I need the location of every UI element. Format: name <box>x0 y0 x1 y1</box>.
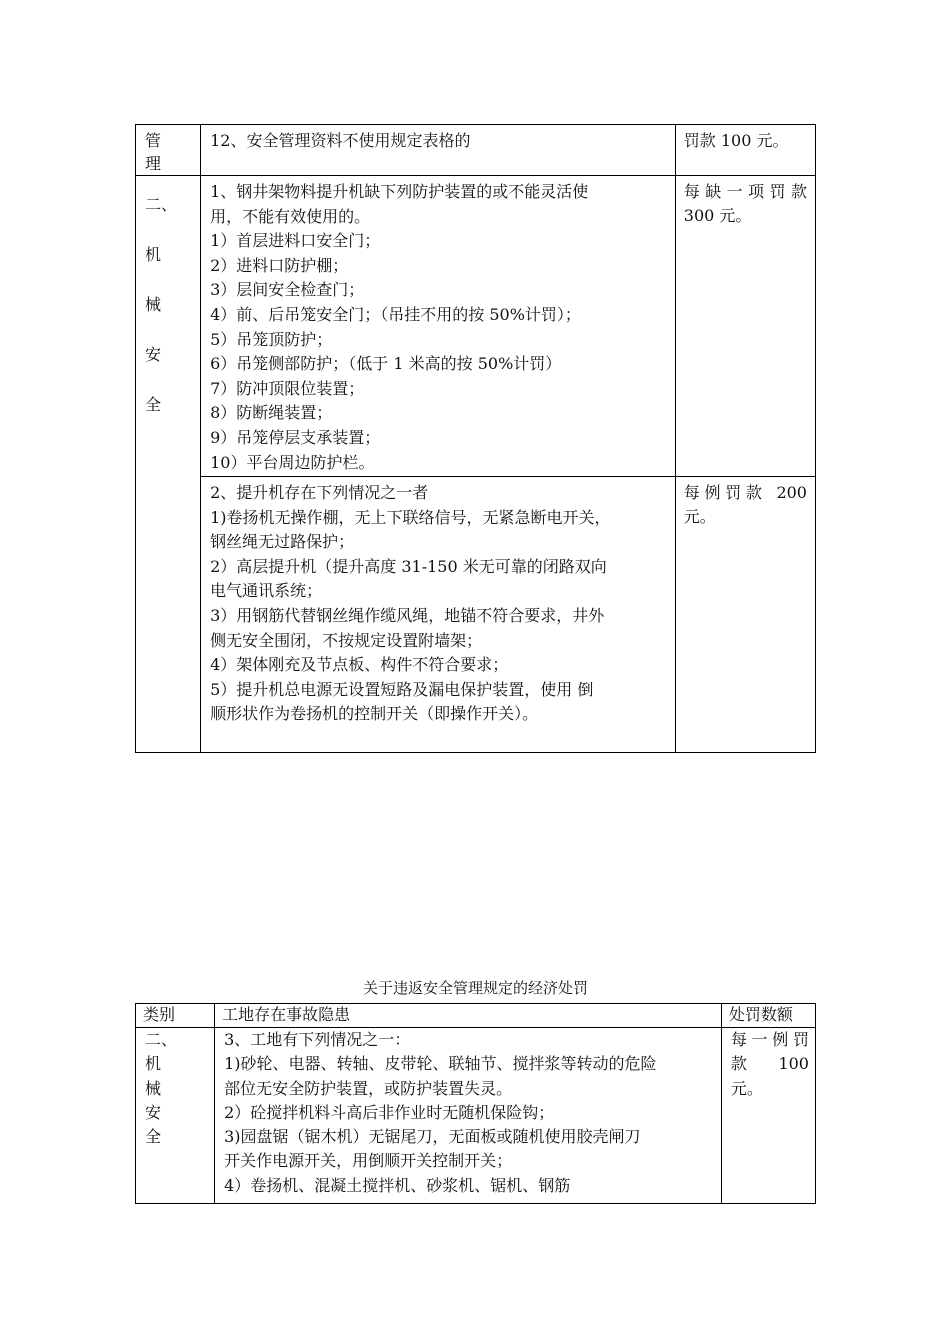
category-char: 安 <box>145 1102 162 1122</box>
penalty-table-2 <box>135 1003 816 1204</box>
hazard-line: 3)园盘锯（锯木机）无锯尾刀，无面板或随机使用胶壳闸刀 <box>224 1127 641 1147</box>
hazard-line: 3）层间安全检查门； <box>210 280 365 300</box>
header-hazard: 工地存在事故隐患 <box>215 1004 722 1028</box>
penalty-text: 每缺一项罚款 300 元。 <box>683 182 807 225</box>
category-char: 管 <box>145 131 162 150</box>
table-row <box>136 176 816 477</box>
hazard-line: 1)卷扬机无操作棚，无上下联络信号，无紧急断电开关， <box>210 507 611 527</box>
hazard-line: 4）架体刚充及节点板、构件不符合要求； <box>210 655 509 675</box>
header-penalty: 处罚数额 <box>721 1004 815 1028</box>
penalty-cell <box>675 477 815 753</box>
table-row <box>136 1028 816 1204</box>
category-char: 二、 <box>145 195 178 214</box>
category-char: 安 <box>145 345 162 364</box>
hazard-line: 顺形状作为卷扬机的控制开关（即操作开关）。 <box>210 704 539 724</box>
hazard-line: 5）吊笼顶防护； <box>210 329 333 349</box>
penalty-text: 每例罚款 200 元。 <box>683 483 807 526</box>
category-char: 全 <box>145 1127 162 1147</box>
hazard-cell <box>215 1028 722 1204</box>
hazard-line: 1）首层进料口安全门； <box>210 231 381 251</box>
table-row <box>136 477 816 753</box>
category-cell <box>136 1028 215 1204</box>
hazard-line: 9）吊笼停层支承装置； <box>210 427 381 447</box>
table-title: 关于违返安全管理规定的经济处罚 <box>362 979 588 997</box>
hazard-line: 用，不能有效使用的。 <box>210 206 371 226</box>
table-row <box>136 125 816 176</box>
category-cell <box>136 176 201 753</box>
hazard-line: 2）砼搅拌机料斗高后非作业时无随机保险钩； <box>224 1102 555 1122</box>
hazard-line: 1)砂轮、电器、转轴、皮带轮、联轴节、搅拌浆等转动的危险 <box>224 1054 657 1074</box>
category-char: 理 <box>145 154 162 173</box>
penalty-cell <box>675 125 815 176</box>
penalty-cell <box>721 1028 815 1204</box>
hazard-line: 3、工地有下列情况之一： <box>224 1030 411 1049</box>
hazard-line: 部位无安全防护装置，或防护装置失灵。 <box>224 1078 513 1098</box>
header-category: 类别 <box>136 1004 215 1028</box>
category-char: 械 <box>145 1078 162 1098</box>
table-header-row <box>136 1004 816 1028</box>
hazard-line: 3）用钢筋代替钢丝绳作缆风绳，地锚不符合要求，井外 <box>210 605 605 625</box>
hazard-line: 2、提升机存在下列情况之一者 <box>210 483 429 502</box>
hazard-cell <box>201 477 676 753</box>
hazard-line: 4）卷扬机、混凝土搅拌机、砂浆机、锯机、钢筋 <box>224 1175 571 1195</box>
hazard-cell <box>201 176 676 477</box>
penalty-text: 罚款 100 元。 <box>683 131 789 150</box>
hazard-line: 侧无安全围闭，不按规定设置附墙架； <box>210 630 483 650</box>
hazard-line: 5）提升机总电源无设置短路及漏电保护装置，使用 倒 <box>210 679 594 699</box>
penalty-cell <box>675 176 815 477</box>
category-char: 机 <box>145 1054 162 1074</box>
category-char: 机 <box>145 245 162 264</box>
hazard-line: 开关作电源开关，用倒顺开关控制开关； <box>224 1151 513 1171</box>
hazard-cell <box>201 125 676 176</box>
hazard-line: 10）平台周边防护栏。 <box>210 452 375 472</box>
hazard-line: 4）前、后吊笼安全门；（吊挂不用的按 50%计罚）； <box>210 304 581 324</box>
penalty-text: 每一例罚款 100 元。 <box>730 1030 809 1098</box>
hazard-line: 7）防冲顶限位装置； <box>210 378 365 398</box>
hazard-line: 1、钢井架物料提升机缺下列防护装置的或不能灵活使 <box>210 182 589 201</box>
hazard-line: 12、安全管理资料不使用规定表格的 <box>210 131 471 150</box>
penalty-table-1 <box>135 124 816 753</box>
hazard-line: 2）进料口防护棚； <box>210 255 349 275</box>
hazard-line: 钢丝绳无过路保护； <box>210 532 355 552</box>
category-char: 械 <box>145 295 162 314</box>
hazard-line: 8）防断绳装置； <box>210 403 333 423</box>
category-char: 全 <box>145 395 162 414</box>
hazard-line: 2）高层提升机（提升高度 31-150 米无可靠的闭路双向 <box>210 556 607 576</box>
category-cell <box>136 125 201 176</box>
hazard-line: 6）吊笼侧部防护；（低于 1 米高的按 50%计罚） <box>210 354 562 374</box>
category-char: 二、 <box>145 1030 178 1049</box>
hazard-line: 电气通讯系统； <box>210 581 323 601</box>
